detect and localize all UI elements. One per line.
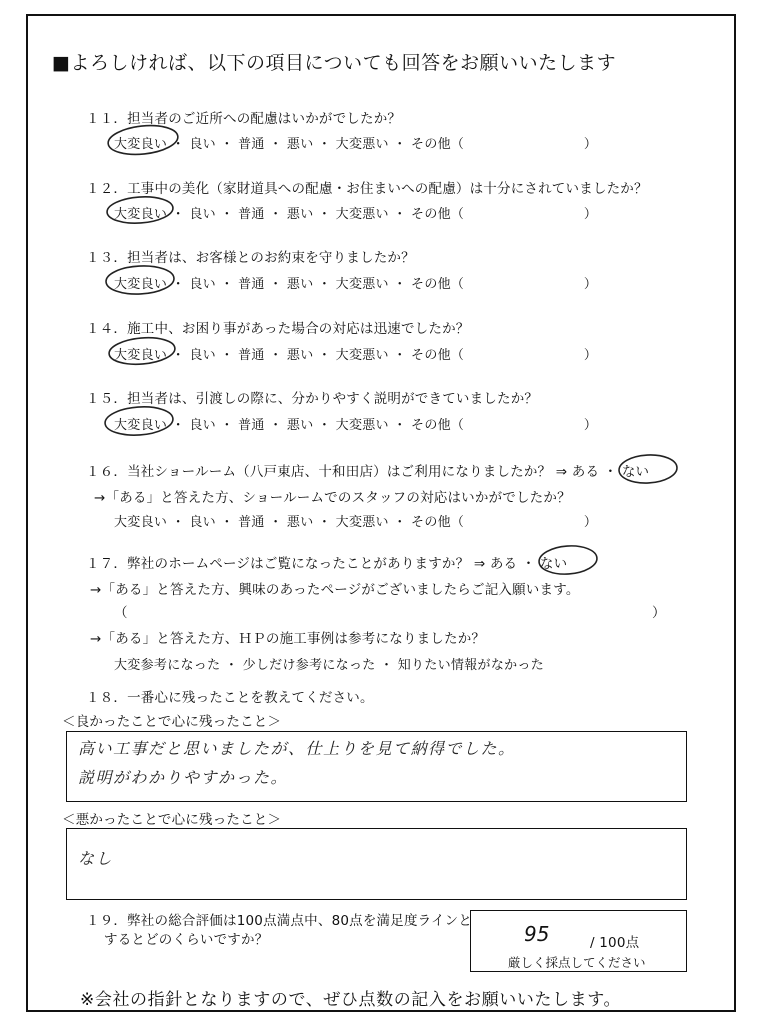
options-12[interactable]: 大変良い ・ 良い ・ 普通 ・ 悪い ・ 大変悪い ・ その他（ ）	[114, 207, 598, 222]
footer-note: ※会社の指針となりますので、ぜひ点数の記入をお願いいたします。	[80, 990, 622, 1010]
question-19-line-1: １９．弊社の総合評価は100点満点中、80点を満足度ラインと	[86, 913, 473, 929]
good-memory-text-1: 高い工事だと思いましたが、仕上りを見て納得でした。	[78, 739, 516, 758]
section-heading: ■よろしければ、以下の項目についても回答をお願いいたします	[52, 52, 617, 74]
options-11[interactable]: 大変良い ・ 良い ・ 普通 ・ 悪い ・ 大変悪い ・ その他（ ）	[114, 137, 598, 152]
score-value: 95	[524, 922, 550, 946]
options-13[interactable]: 大変良い ・ 良い ・ 普通 ・ 悪い ・ 大変悪い ・ その他（ ）	[114, 277, 598, 292]
question-18: １８．一番心に残ったことを教えてください。	[86, 690, 374, 706]
bad-memory-label: ＜悪かったことで心に残ったこと＞	[62, 812, 282, 828]
question-17: １７．弊社のホームページはご覧になったことがありますか？ ⇒ ある ・ ない	[86, 556, 568, 572]
bad-memory-text: なし	[78, 849, 114, 868]
question-17-followup-2: →「ある」と答えた方、ＨＰの施工事例は参考になりましたか？	[90, 631, 486, 647]
question-15: １５．担当者は、引渡しの際に、分かりやすく説明ができていましたか？	[86, 391, 539, 407]
question-16-followup: →「ある」と答えた方、ショールームでのスタッフの対応はいかがでしたか？	[94, 490, 571, 506]
score-suffix: / 100点	[590, 935, 640, 951]
options-16[interactable]: 大変良い ・ 良い ・ 普通 ・ 悪い ・ 大変悪い ・ その他（ ）	[114, 515, 598, 530]
options-14[interactable]: 大変良い ・ 良い ・ 普通 ・ 悪い ・ 大変悪い ・ その他（ ）	[114, 348, 598, 363]
score-note: 厳しく採点してください	[508, 955, 646, 970]
question-11: １１．担当者のご近所への配慮はいかがでしたか？	[86, 111, 402, 127]
good-memory-label: ＜良かったことで心に残ったこと＞	[62, 714, 282, 730]
question-13: １３．担当者は、お客様とのお約束を守りましたか？	[86, 250, 415, 266]
question-17-followup-1: →「ある」と答えた方、興味のあったページがございましたらご記入願います。	[90, 582, 580, 598]
good-memory-text-2: 説明がわかりやすかった。	[78, 768, 289, 787]
question-16: １６．当社ショールーム（八戸東店、十和田店）はご利用になりましたか？ ⇒ ある ・ ない	[86, 464, 650, 480]
bad-memory-box[interactable]	[66, 828, 687, 900]
question-19-line-2: するとどのくらいですか？	[104, 932, 269, 948]
question-12: １２．工事中の美化（家財道具への配慮・お住まいへの配慮）は十分にされていましたか？	[86, 181, 648, 197]
question-14: １４．施工中、お困り事があった場合の対応は迅速でしたか？	[86, 321, 470, 337]
options-17[interactable]: 大変参考になった ・ 少しだけ参考になった ・ 知りたい情報がなかった	[114, 658, 545, 673]
paren-close: ）	[652, 605, 666, 621]
paren-open: （	[114, 605, 128, 621]
options-15[interactable]: 大変良い ・ 良い ・ 普通 ・ 悪い ・ 大変悪い ・ その他（ ）	[114, 418, 598, 433]
